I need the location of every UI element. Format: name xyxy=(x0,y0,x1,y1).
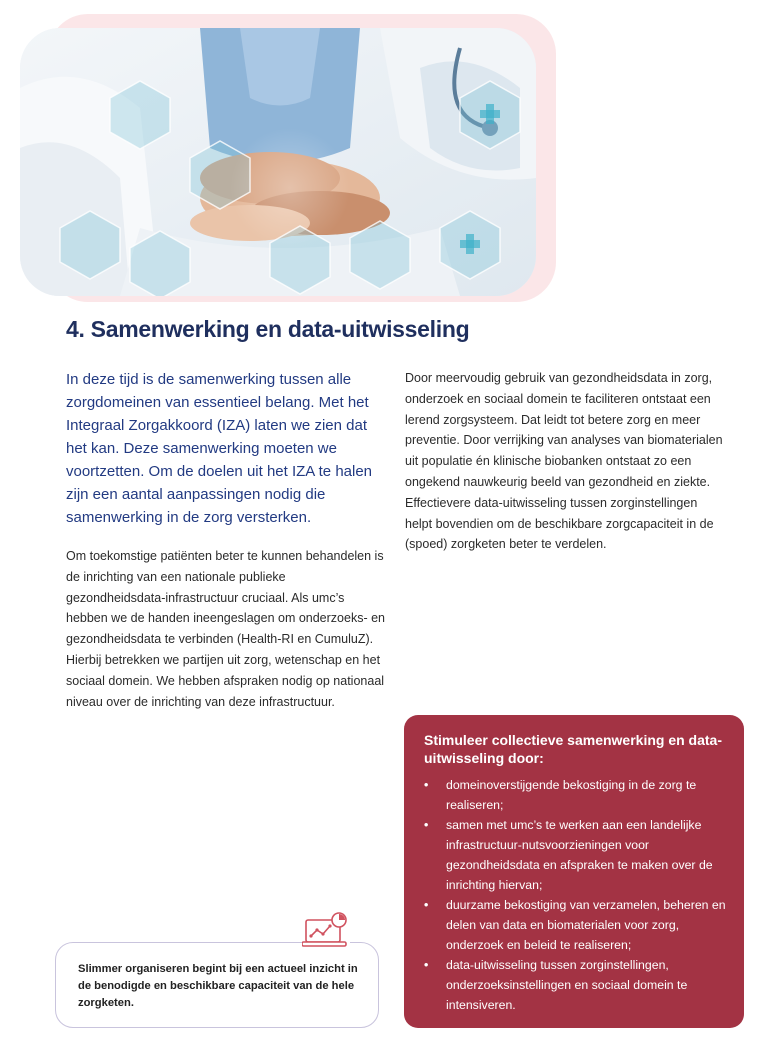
callout-item-text: duurzame bekostiging van verzamelen, beheren en delen van data en biomaterialen voor zorg, onderzoek en beleid te realiseren; xyxy=(446,898,726,952)
callout-item xyxy=(424,815,726,895)
quote-text: Slimmer organiseren begint bij een actueel inzicht in de benodigde en beschikbare capaciteit van de hele zorgketen. xyxy=(78,963,358,1009)
bullet-icon: • xyxy=(424,898,429,912)
recommendations-callout xyxy=(404,715,744,1028)
bullet-icon: • xyxy=(424,778,429,792)
callout-item xyxy=(424,895,726,955)
callout-item-text: samen met umc’s te werken aan een landelijke infrastructuur-nutsvoorzieningen voor gezondheidsdata en afspraken te maken over de inrichting hiervan; xyxy=(446,818,713,892)
bullet-icon: • xyxy=(424,818,429,832)
hero-illustration xyxy=(20,28,536,296)
callout-item xyxy=(424,955,726,1015)
hero-image xyxy=(20,28,536,296)
body-paragraph-right: Door meervoudig gebruik van gezondheidsdata in zorg, onderzoek en sociaal domein te faciliteren ontstaat een lerend zorgsysteem. Dat leidt tot betere zorg en meer preventie. Door verrijking van analyses van biomaterialen uit populatie én klinische biobanken ontstaat zo een ongekend nauwkeurig beeld van gezondheid en ziekte. Effectievere data-uitwisseling tussen zorginstellingen helpt bovendien om de beschikbare zorgcapaciteit in de (spoed) zorgketen beter te verdelen. xyxy=(405,371,723,552)
callout-item-text: data-uitwisseling tussen zorginstellingen, onderzoeksinstellingen en sociaal domein te intensiveren. xyxy=(446,958,688,1012)
section-title: 4. Samenwerking en data-uitwisseling xyxy=(66,316,470,342)
callout-list xyxy=(424,775,726,1015)
intro-paragraph: In deze tijd is de samenwerking tussen alle zorgdomeinen van essentieel belang. Met het Integraal Zorgakkoord (IZA) laten we zien dat het kan. Deze samenwerking moeten we voortzetten. Om de doelen uit het IZA te halen zijn een aantal aanpassingen nodig die samenwerking in de zorg versterken. xyxy=(66,371,373,526)
callout-heading: Stimuleer collectieve samenwerking en data-uitwisseling door: xyxy=(424,732,723,766)
callout-item-text: domeinoverstijgende bekostiging in de zorg te realiseren; xyxy=(446,778,697,812)
body-paragraph-left: Om toekomstige patiënten beter te kunnen behandelen is de inrichting van een nationale publieke gezondheidsdata-infrastructuur cruciaal. Als umc’s hebben we de handen ineengeslagen om onderzoeks- en gezondheidsdata te verbinden (Health-RI en CumuluZ). Hierbij betrekken we partijen uit zorg, wetenschap en het sociaal domein. We hebben afspraken nodig op nationaal niveau over de inrichting van deze infrastructuur. xyxy=(66,549,385,709)
quote-box xyxy=(55,942,379,1028)
bullet-icon: • xyxy=(424,958,429,972)
callout-item xyxy=(424,775,726,815)
laptop-chart-icon xyxy=(302,912,350,952)
